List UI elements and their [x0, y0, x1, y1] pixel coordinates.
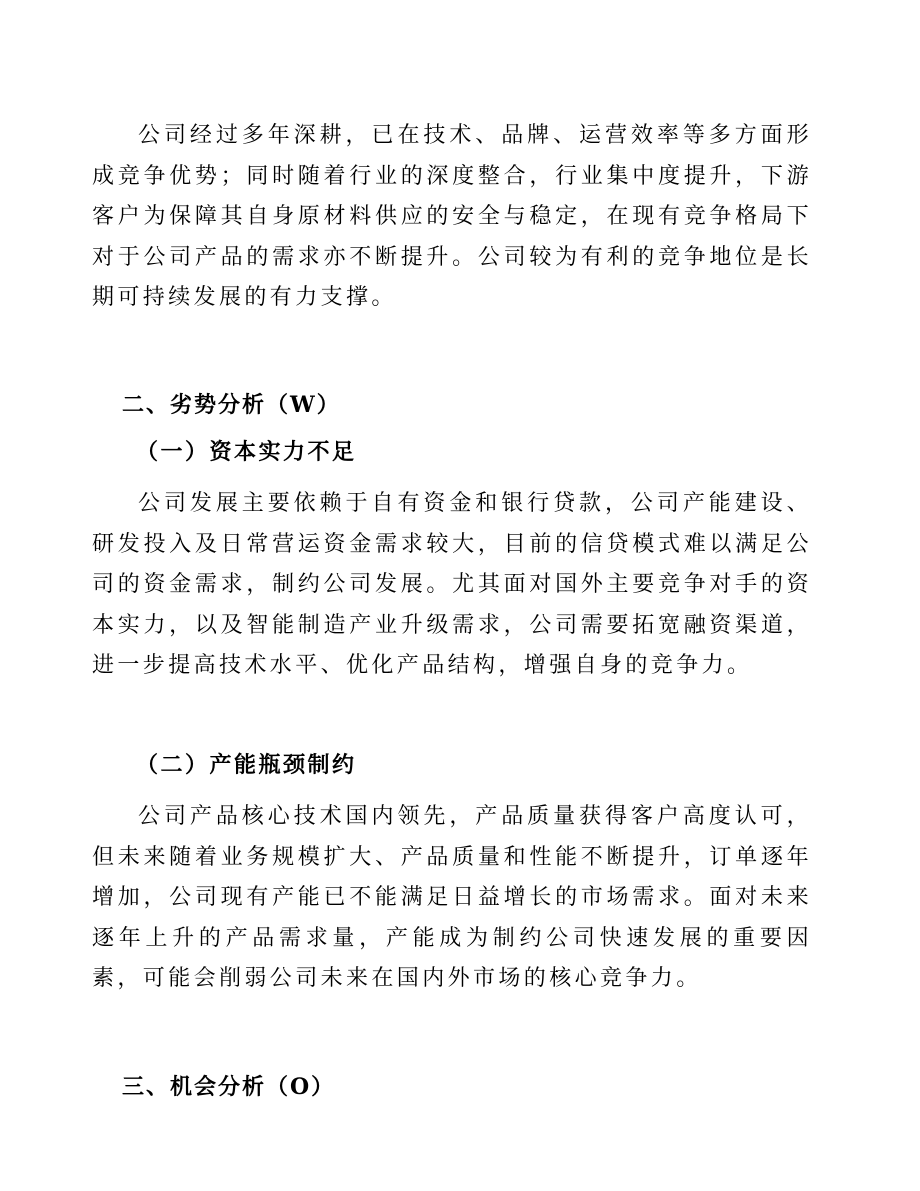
section-opportunity-heading: 三、机会分析（O） — [122, 1074, 336, 1100]
capacity-paragraph: 公司产品核心技术国内领先，产品质量获得客户高度认可，但未来随着业务规模扩大、产品质量和性能不断提升，订单逐年增加，公司现有产能已不能满足日益增长的市场需求。面对未来逐年上升的产品需求量，产能成为制约公司快速发展的重要因素，可能会削弱公司未来在国内外市场的核心竞争力。 — [92, 804, 812, 991]
subsection-capital-heading: （一）资本实力不足 — [136, 439, 357, 465]
subsection-capacity-heading: （二）产能瓶颈制约 — [136, 752, 357, 778]
capital-paragraph: 公司发展主要依赖于自有资金和银行贷款，公司产能建设、研发投入及日常营运资金需求较大，目前的信贷模式难以满足公司的资金需求，制约公司发展。尤其面对国外主要竞争对手的资本实力，以及智能制造产业升级需求，公司需要拓宽融资渠道，进一步提高技术水平、优化产品结构，增强自身的竞争力。 — [92, 491, 812, 678]
section-weakness-heading: 二、劣势分析（W） — [122, 392, 341, 418]
intro-paragraph: 公司经过多年深耕，已在技术、品牌、运营效率等多方面形成竞争优势；同时随着行业的深度整合，行业集中度提升，下游客户为保障其自身原材料供应的安全与稳定，在现有竞争格局下对于公司产品的需求亦不断提升。公司较为有利的竞争地位是长期可持续发展的有力支撑。 — [92, 123, 812, 310]
